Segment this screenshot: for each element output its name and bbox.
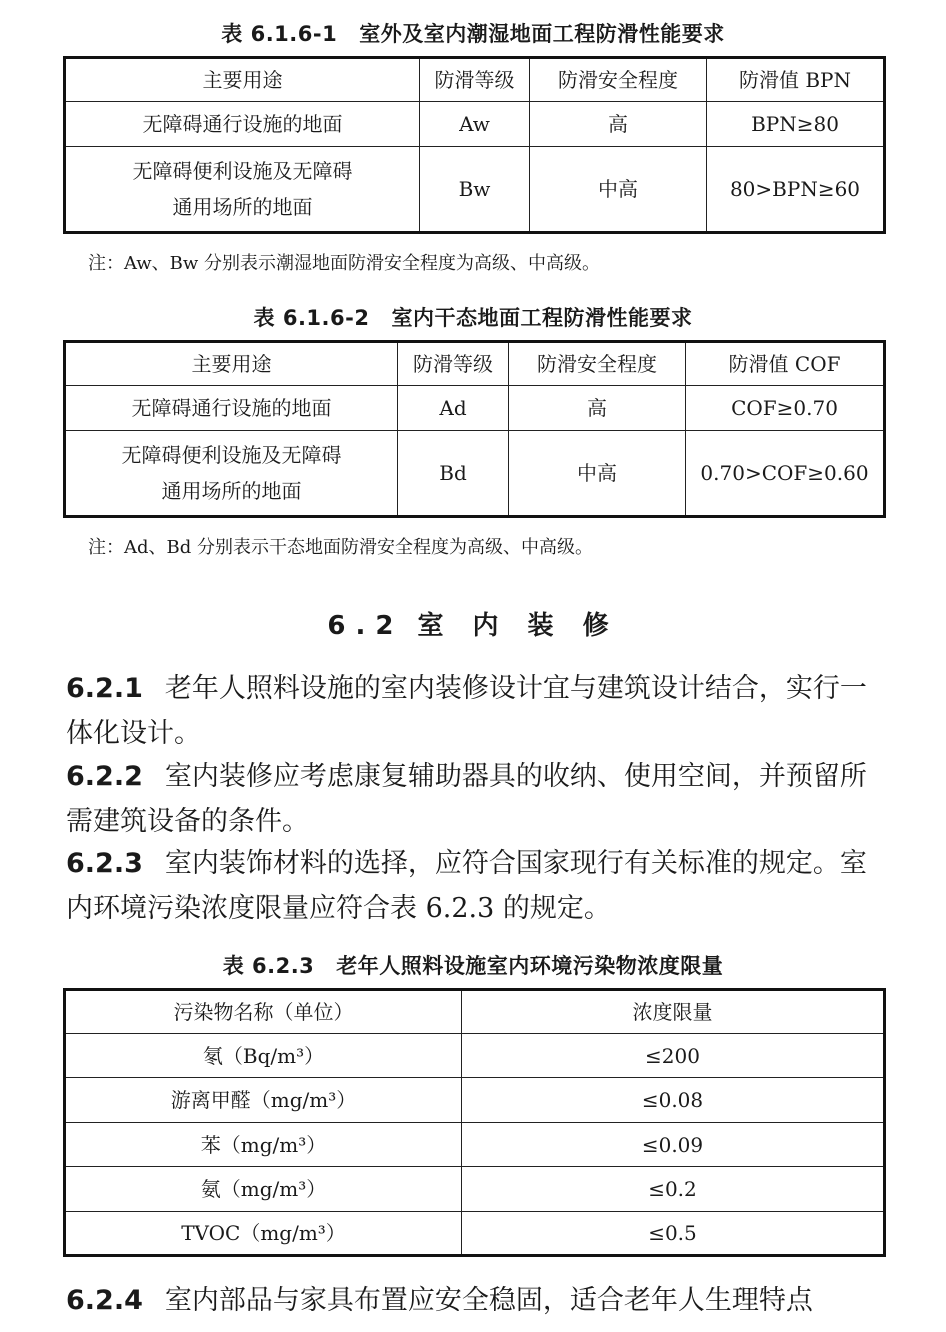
table2-header-grade: 防滑等级	[398, 342, 509, 386]
table3-header-limit: 浓度限量	[462, 990, 885, 1034]
clause-text: 室内装修应考虑康复辅助器具的收纳、使用空间，并预留所需建筑设备的条件。	[66, 761, 867, 837]
clause-text: 室内部品与家具布置应安全稳固，适合老年人生理特点	[164, 1285, 813, 1316]
table2-row1-value: COF≥0.70	[686, 386, 885, 431]
table3-row2-limit: ≤0.08	[462, 1078, 885, 1123]
table-row	[65, 1212, 885, 1256]
table1-row2-grade: Bw	[420, 147, 530, 233]
table1-header-value: 防滑值 BPN	[707, 58, 885, 102]
table1-row1-use: 无障碍通行设施的地面	[65, 102, 420, 147]
table2-row2-level: 中高	[509, 431, 686, 517]
table1-caption-number: 表 6.1.6-1	[221, 22, 338, 46]
clause-number: 6.2.4	[66, 1285, 143, 1316]
table3	[63, 988, 886, 1257]
table3-row2-name: 游离甲醛（mg/m³）	[65, 1078, 462, 1123]
clause-text: 老年人照料设施的室内装修设计宜与建筑设计结合，实行一体化设计。	[66, 673, 867, 749]
table-row	[65, 1123, 885, 1167]
clause-number: 6.2.3	[66, 848, 143, 879]
table3-row3-name: 苯（mg/m³）	[65, 1123, 462, 1167]
table1-row2-value: 80>BPN≥60	[707, 147, 885, 233]
table3-row1-limit: ≤200	[462, 1034, 885, 1078]
clause-number: 6.2.1	[66, 673, 143, 704]
clause-text: 室内装饰材料的选择，应符合国家现行有关标准的规定。室内环境污染浓度限量应符合表 6.2.3 的规定。	[66, 848, 867, 924]
table1-row1-grade: Aw	[420, 102, 530, 147]
table3-row1-name: 氡（Bq/m³）	[65, 1034, 462, 1078]
table1-caption-title: 室外及室内潮湿地面工程防滑性能要求	[359, 22, 725, 46]
table2-row2-use-line1: 无障碍便利设施及无障碍	[121, 443, 342, 467]
table2-row1-grade: Ad	[398, 386, 509, 431]
table2	[63, 340, 886, 518]
table2-row2-value: 0.70>COF≥0.60	[686, 431, 885, 517]
table2-caption-title: 室内干态地面工程防滑性能要求	[391, 306, 693, 330]
table1-caption	[0, 18, 946, 48]
table3-row5-limit: ≤0.5	[462, 1212, 885, 1256]
table2-row2-use-line2: 通用场所的地面	[161, 479, 302, 503]
table1-row1-level: 高	[530, 102, 707, 147]
section-heading	[0, 605, 946, 642]
table2-row2-grade: Bd	[398, 431, 509, 517]
table2-header-level: 防滑安全程度	[509, 342, 686, 386]
table-row	[65, 102, 885, 147]
table-row	[65, 1167, 885, 1212]
table3-header-row	[65, 990, 885, 1034]
table1-note: 注：Aw、Bw 分别表示潮湿地面防滑安全程度为高级、中高级。	[88, 253, 600, 274]
table3-row4-limit: ≤0.2	[462, 1167, 885, 1212]
table1-header-grade: 防滑等级	[420, 58, 530, 102]
clause-6-2-2	[66, 754, 886, 844]
table3-caption	[0, 950, 946, 980]
table3-row3-limit: ≤0.09	[462, 1123, 885, 1167]
table-row	[65, 431, 885, 517]
section-title: 室 内 装 修	[417, 611, 619, 641]
table2-row1-level: 高	[509, 386, 686, 431]
table3-row4-name: 氨（mg/m³）	[65, 1167, 462, 1212]
table3-caption-title: 老年人照料设施室内环境污染物浓度限量	[336, 954, 724, 978]
clause-6-2-3	[66, 841, 886, 931]
table2-row2-use	[65, 431, 398, 517]
clause-6-2-4	[66, 1278, 886, 1323]
table2-header-use: 主要用途	[65, 342, 398, 386]
table1-header-row	[65, 58, 885, 102]
table1-row2-use	[65, 147, 420, 233]
clause-number: 6.2.2	[66, 761, 143, 792]
table1-header-use: 主要用途	[65, 58, 420, 102]
table2-header-row	[65, 342, 885, 386]
table1-row2-use-line2: 通用场所的地面	[172, 195, 313, 219]
table1-row2-level: 中高	[530, 147, 707, 233]
table2-note: 注：Ad、Bd 分别表示干态地面防滑安全程度为高级、中高级。	[88, 537, 593, 558]
table-row	[65, 147, 885, 233]
table-row	[65, 1078, 885, 1123]
section-number: 6.2	[327, 611, 404, 641]
table3-row5-name: TVOC（mg/m³）	[65, 1212, 462, 1256]
table1-row2-use-line1: 无障碍便利设施及无障碍	[132, 159, 353, 183]
table-row	[65, 386, 885, 431]
table1-row1-value: BPN≥80	[707, 102, 885, 147]
table-row	[65, 1034, 885, 1078]
table2-caption-number: 表 6.1.6-2	[253, 306, 370, 330]
clause-6-2-1	[66, 666, 886, 756]
table2-row1-use: 无障碍通行设施的地面	[65, 386, 398, 431]
table3-header-name: 污染物名称（单位）	[65, 990, 462, 1034]
table2-header-value: 防滑值 COF	[686, 342, 885, 386]
table2-caption	[0, 302, 946, 332]
table1-header-level: 防滑安全程度	[530, 58, 707, 102]
table3-caption-number: 表 6.2.3	[222, 954, 315, 978]
table1	[63, 56, 886, 234]
